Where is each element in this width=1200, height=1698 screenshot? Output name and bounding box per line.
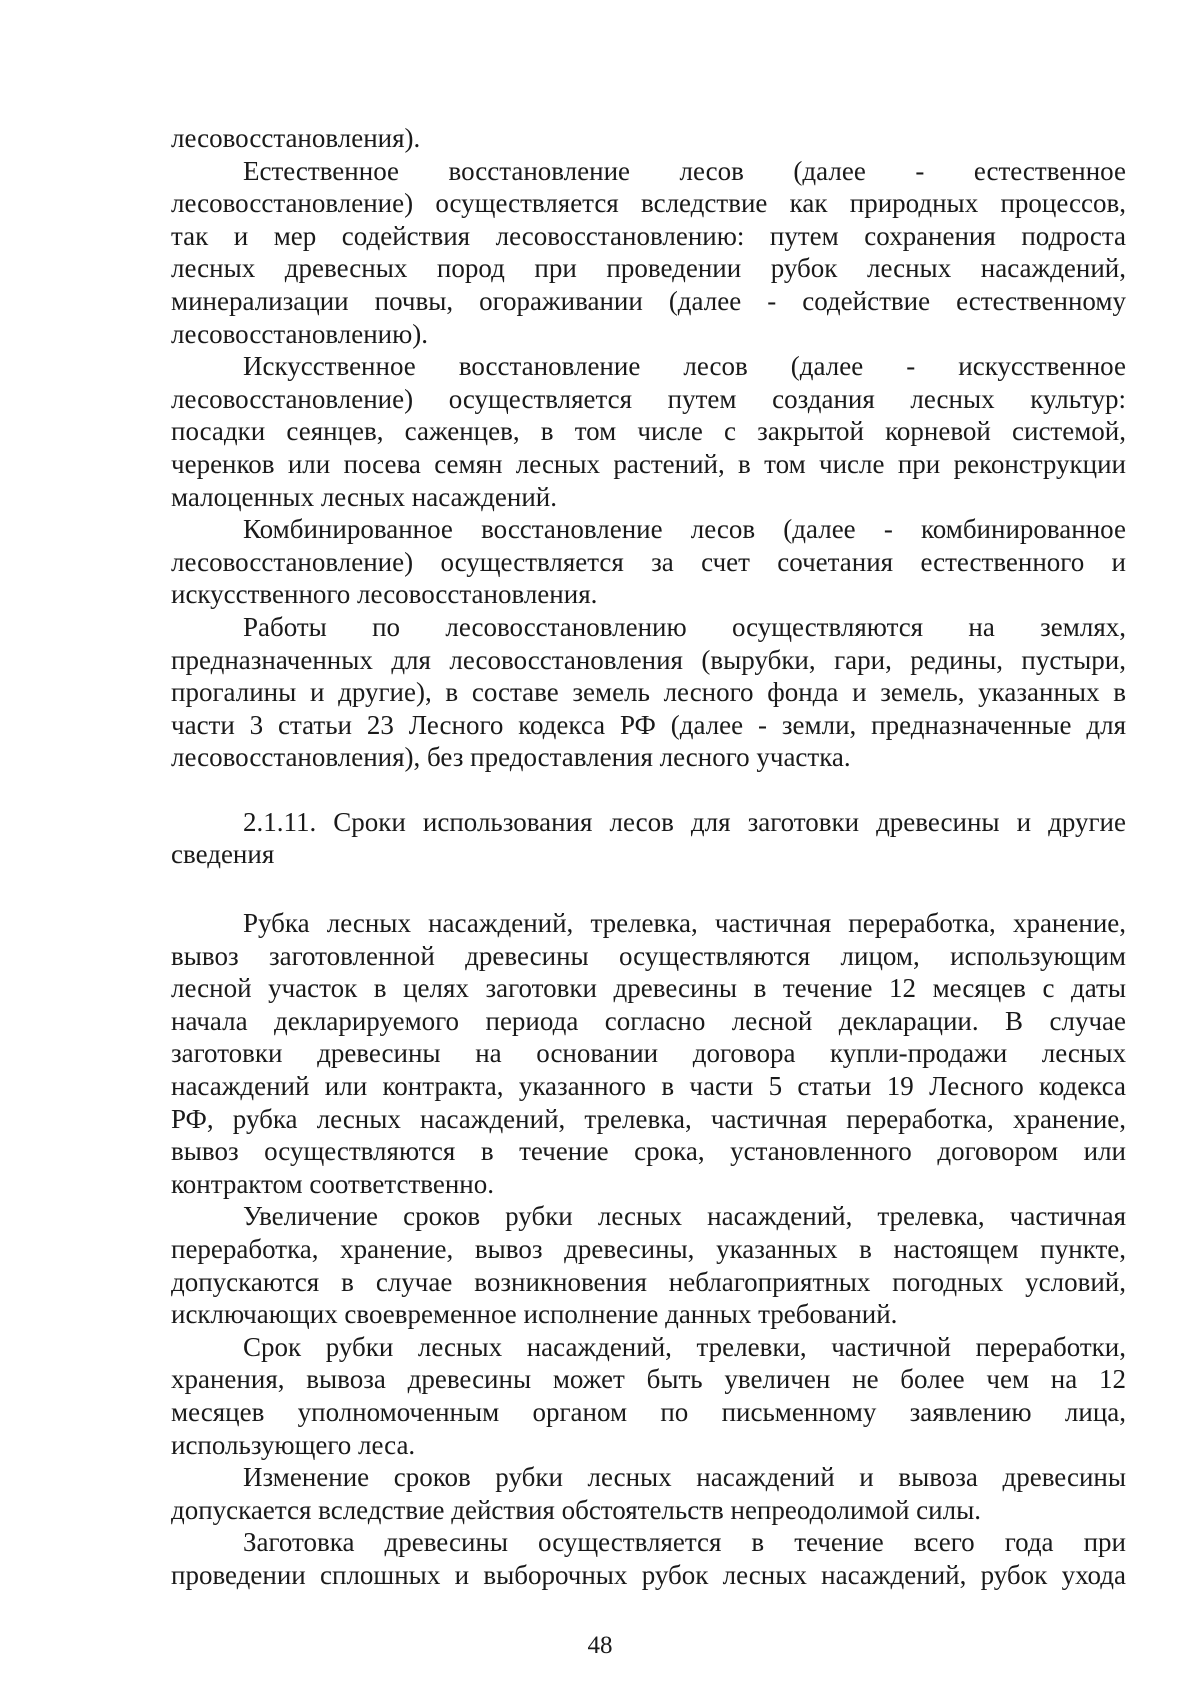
text-line: части 3 статьи 23 Лесного кодекса РФ (далее - земли, предназначенные для [171, 709, 1126, 740]
text-line: насаждений или контракта, указанного в части 5 статьи 19 Лесного кодекса [171, 1071, 1126, 1102]
paragraph [171, 122, 1126, 155]
paragraph [171, 1461, 1126, 1526]
paragraph [171, 907, 1126, 1200]
page-number: 48 [587, 1632, 613, 1659]
paragraph [171, 513, 1126, 611]
paragraph [171, 611, 1126, 774]
text-line: допускаются в случае возникновения неблагоприятных погодных условий, [171, 1266, 1126, 1297]
document-page [171, 122, 1126, 1592]
text-line: Срок рубки лесных насаждений, трелевки, частичной переработки, [243, 1331, 1126, 1362]
text-line: лесовосстановлению). [171, 318, 429, 349]
text-line: вывоз осуществляются в течение срока, установленного договором или [171, 1136, 1126, 1167]
text-line: лесовосстановление) осуществляется путем создания лесных культур: [171, 383, 1126, 414]
spacer [171, 774, 1126, 806]
text-line: вывоз заготовленной древесины осуществляются лицом, использующим [171, 940, 1126, 971]
heading-line: 2.1.11. Сроки использования лесов для заготовки древесины и другие [243, 806, 1126, 837]
text-line: Искусственное восстановление лесов (далее - искусственное [243, 351, 1126, 382]
text-line: Изменение сроков рубки лесных насаждений и вывоза древесины [243, 1462, 1126, 1493]
text-line: контрактом соответственно. [171, 1168, 494, 1199]
paragraph [171, 155, 1126, 351]
text-line: лесной участок в целях заготовки древесины в течение 12 месяцев с даты [171, 973, 1126, 1004]
text-line: малоценных лесных насаждений. [171, 481, 557, 512]
text-line: лесовосстановления), без предоставления лесного участка. [171, 742, 851, 773]
text-line: так и мер содействия лесовосстановлению: путем сохранения подроста [171, 220, 1126, 251]
text-line: Работы по лесовосстановлению осуществляются на землях, [243, 611, 1126, 642]
text-line: искусственного лесовосстановления. [171, 579, 598, 610]
heading-line: сведения [171, 839, 275, 870]
text-line: минерализации почвы, огораживании (далее - содействие естественному [171, 285, 1126, 316]
text-line: проведении сплошных и выборочных рубок лесных насаждений, рубок ухода [171, 1559, 1126, 1590]
text-line: исключающих своевременное исполнение данных требований. [171, 1299, 898, 1330]
text-line: Увеличение сроков рубки лесных насаждений, трелевка, частичная [243, 1201, 1126, 1232]
text-line: Заготовка древесины осуществляется в течение всего года при [243, 1527, 1126, 1558]
text-line: Комбинированное восстановление лесов (далее - комбинированное [243, 514, 1126, 545]
paragraph [171, 1200, 1126, 1330]
spacer [171, 871, 1126, 907]
text-line: допускается вследствие действия обстоятельств непреодолимой силы. [171, 1494, 981, 1525]
paragraph [171, 1331, 1126, 1461]
text-line: заготовки древесины на основании договора купли-продажи лесных [171, 1038, 1126, 1069]
text-line: хранения, вывоза древесины может быть увеличен не более чем на 12 [171, 1364, 1126, 1395]
text-line: переработка, хранение, вывоз древесины, указанных в настоящем пункте, [171, 1234, 1126, 1264]
text-line: лесных древесных пород при проведении рубок лесных насаждений, [171, 253, 1126, 284]
text-line: Рубка лесных насаждений, трелевка, частичная переработка, хранение, [243, 908, 1126, 939]
text-line: лесовосстановление) осуществляется вследствие как природных процессов, [171, 188, 1126, 219]
paragraph [171, 1526, 1126, 1591]
text-line: посадки сеянцев, саженцев, в том числе с закрытой корневой системой, [171, 416, 1126, 447]
section-heading [171, 806, 1126, 871]
text-line: начала декларируемого периода согласно лесной декларации. В случае [171, 1005, 1126, 1036]
text-line: прогалины и другие), в составе земель лесного фонда и земель, указанных в [171, 677, 1126, 708]
text-line: черенков или посева семян лесных растений, в том числе при реконструкции [171, 448, 1126, 479]
text-line: месяцев уполномоченным органом по письменному заявлению лица, [171, 1396, 1126, 1427]
text-line: лесовосстановление) осуществляется за счет сочетания естественного и [171, 546, 1126, 577]
text-block-after-heading [171, 907, 1126, 1591]
text-line: предназначенных для лесовосстановления (вырубки, гари, редины, пустыри, [171, 644, 1126, 675]
text-block-before-heading [171, 122, 1126, 774]
text-line: использующего леса. [171, 1429, 416, 1460]
text-line: Естественное восстановление лесов (далее - естественное [243, 155, 1126, 186]
paragraph [171, 350, 1126, 513]
text-line: лесовосстановления). [171, 123, 421, 153]
text-line: РФ, рубка лесных насаждений, трелевка, частичная переработка, хранение, [171, 1103, 1126, 1134]
